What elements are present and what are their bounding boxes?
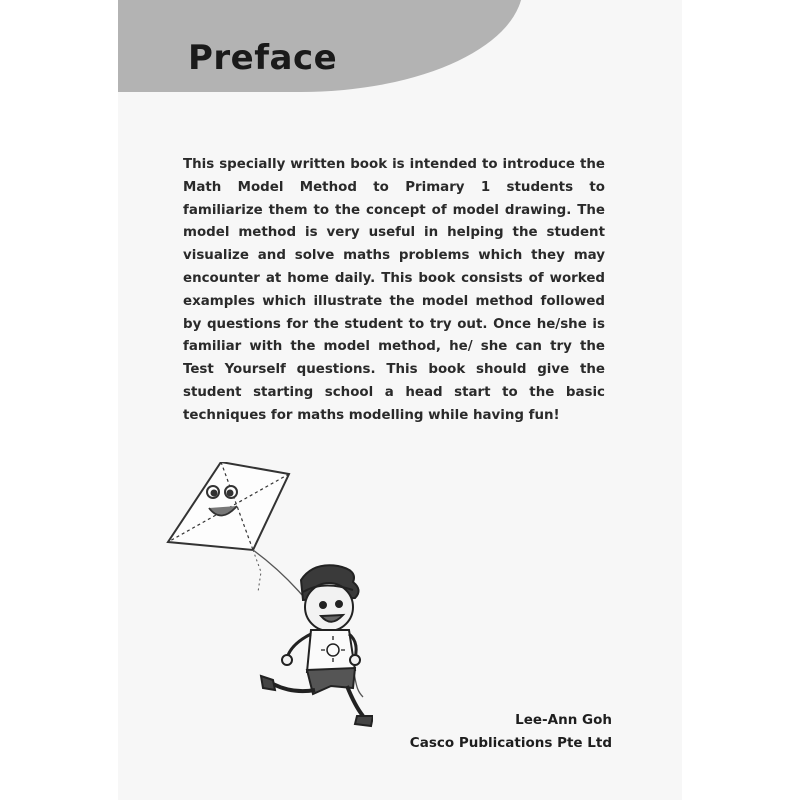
page-title: Preface [188, 38, 338, 78]
boy-image [261, 565, 373, 726]
book-page [118, 0, 682, 800]
kite-image [168, 462, 289, 550]
author-name: Lee-Ann Goh [515, 712, 612, 728]
publisher-name: Casco Publications Pte Ltd [409, 735, 612, 751]
boy-flying-kite-illustration [163, 462, 373, 732]
preface-paragraph: This specially written book is intended to introduce the Math Model Method to Primary 1 students to familiarize them to the concept of model drawing. The model method is very useful in helping the student visualize and solve maths problems which they may encounter at home daily. This book consists of worked examples which illustrate the model method followed by questions for the student to try out. Once he/she is familiar with the model method, he/ she can try the Test Yourself questions. This book should give the student starting school a head start to the basic techniques for maths modelling while having fun! [183, 157, 605, 423]
signature-block [410, 709, 612, 755]
